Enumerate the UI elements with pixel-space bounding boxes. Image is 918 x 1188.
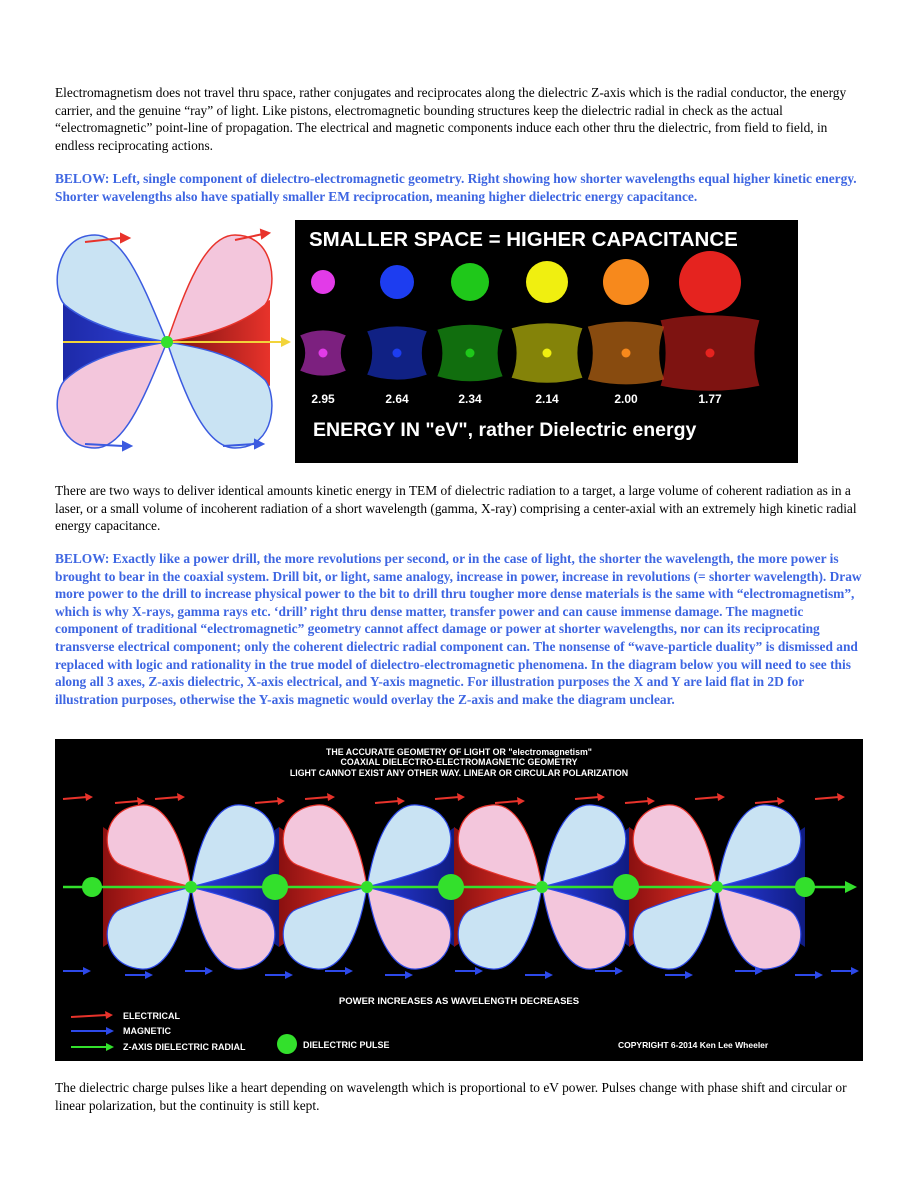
electrical-arrowhead [457, 793, 465, 801]
sample-ev-label: 2.14 [535, 392, 559, 406]
closing-paragraph: The dielectric charge pulses like a heart depending on wavelength which is proportional to eV power. Pulses change with phase shift and circular or linear polarization, but the continuity is still kept. [55, 1080, 847, 1113]
magnetic-arrowhead [145, 971, 153, 979]
electrical-arrow-shaft [695, 797, 719, 799]
drill-analogy-paragraph: BELOW: Exactly like a power drill, the more revolutions per second, or in the case of light, the shorter the wavelength, the more power is brought to bear in the coaxial system. Drill bit, or light, same analogy, increase in power, increase in revolutions (= shorter wavelength). Draw more power to the drill to increase physical power to the bit to drill thru tougher more dense materials is the same with “electromagnetism”, which is why X-rays, gamma rays etc. ‘drill’ right thru dense matter, transfer power and can cause immense damage. The magnetic component of traditional “electromagnetic” geometry cannot affect damage or power at shorter wavelengths, nor can its reciprocating transverse electrical component; only the coherent dielectric radial component can. The nonsense of “wave-particle duality” is dismissed and replaced with logic and rationality in the true model of dielectro-electromagnetic phenomena. In the diagram below you will need to see this along all 3 axes, Z-axis dielectric, X-axis electrical, and Y-axis magnetic. For illustration purposes the X and Y are laid flat in 2D for illustration purposes, otherwise the Y-axis magnetic would overlay the Z-axis and make the diagram unclear. [55, 551, 862, 707]
dielectric-pulse-dot [613, 874, 639, 900]
magnetic-arrowhead [285, 971, 293, 979]
sample-ball [603, 259, 649, 305]
dielectric-center-dot [161, 336, 173, 348]
sample-center-dot [319, 349, 328, 358]
electrical-arrowhead [277, 797, 285, 805]
electrical-arrowhead [837, 793, 845, 801]
energy-footer: ENERGY IN "eV", rather Dielectric energy [313, 419, 697, 441]
sample-center-dot [393, 349, 402, 358]
capacitance-figure-svg [55, 220, 798, 463]
figure2-title-1: THE ACCURATE GEOMETRY OF LIGHT OR "electromagnetism" [326, 747, 592, 757]
electrical-arrow-shaft [375, 801, 399, 803]
electrical-arrow-shaft [305, 797, 329, 799]
dielectric-pulse-dot [795, 877, 815, 897]
electrical-arrowhead [137, 797, 145, 805]
sample-ev-label: 1.77 [698, 392, 722, 406]
magnetic-arrowhead [205, 967, 213, 975]
figure2-caption: POWER INCREASES AS WAVELENGTH DECREASES [338, 996, 580, 1007]
figure2-title-2: COAXIAL DIELECTRO-ELECTROMAGNETIC GEOMETRY [340, 757, 578, 767]
figure2-title-3: LIGHT CANNOT EXIST ANY OTHER WAY. LINEAR OR CIRCULAR POLARIZATION [289, 768, 629, 778]
coaxial-geometry-svg [55, 739, 863, 1061]
capacitance-heading: SMALLER SPACE = HIGHER CAPACITANCE [309, 228, 738, 251]
legend-pulse [277, 1034, 390, 1054]
dielectric-pulse-dot [438, 874, 464, 900]
sample-ev-label: 2.64 [385, 392, 409, 406]
magnetic-arrowhead [475, 967, 483, 975]
magnetic-arrowhead [685, 971, 693, 979]
wavelength-samples [300, 251, 759, 406]
magnetic-arrowhead [83, 967, 91, 975]
intro-paragraph: Electromagnetism does not travel thru space, rather conjugates and reciprocates along the dielectric Z-axis which is the radial conductor, the energy carrier, and the genuine “ray” of light. Like pistons, electromagnetic bounding structures keep the dielectric radial in check as the actual “electromagnetic” point-line of propagation. The electrical and magnetic components induce each other thru the dielectric, from field to field, in endless reciprocating actions. [55, 85, 847, 153]
electrical-arrow-shaft [255, 801, 279, 803]
electrical-arrow-shaft [755, 801, 779, 803]
legend-magnetic [71, 1026, 171, 1036]
electrical-arrow-shaft [575, 797, 599, 799]
sample-ball [311, 270, 335, 294]
electrical-arrowhead [597, 793, 605, 801]
sample-center-dot [466, 349, 475, 358]
magnetic-arrowhead [615, 967, 623, 975]
electrical-arrow-shaft [63, 797, 87, 799]
magnetic-arrowhead [405, 971, 413, 979]
sample-ball [679, 251, 741, 313]
sample-center-dot [706, 349, 715, 358]
electrical-arrowhead [777, 797, 785, 805]
sample-ball [451, 263, 489, 301]
sample-center-dot [543, 349, 552, 358]
electrical-arrowhead [717, 793, 725, 801]
dielectric-pulse-dot [82, 877, 102, 897]
sample-ev-label: 2.34 [458, 392, 482, 406]
sample-center-dot [622, 349, 631, 358]
copyright-notice: COPYRIGHT 6-2014 Ken Lee Wheeler [618, 1040, 769, 1050]
figure1-caption: BELOW: Left, single component of dielectro-electromagnetic geometry. Right showing how shorter wavelengths equal higher kinetic energy. Shorter wavelengths also have spatially smaller EM reciprocation, meaning higher dielectric energy capacitance. [55, 171, 857, 204]
electrical-arrowhead [647, 797, 655, 805]
legend-z-axis [71, 1042, 246, 1052]
magnetic-arrowhead [851, 967, 859, 975]
legend-z-axis-label: Z-AXIS DIELECTRIC RADIAL [123, 1042, 246, 1052]
figure2-legend [71, 1011, 390, 1054]
electrical-arrowhead [517, 797, 525, 805]
electrical-arrowhead [177, 793, 185, 801]
electrical-arrow-shaft [495, 801, 519, 803]
magnetic-arrowhead [545, 971, 553, 979]
magnetic-arrowhead [345, 967, 353, 975]
coaxial-geometry-figure [55, 739, 863, 1061]
sample-ball [380, 265, 414, 299]
dielectric-pulse-dot [262, 874, 288, 900]
electrical-arrow-shaft [625, 801, 649, 803]
legend-electrical-label: ELECTRICAL [123, 1011, 180, 1021]
electrical-arrow-shaft [435, 797, 459, 799]
legend-magnetic-label: MAGNETIC [123, 1026, 171, 1036]
sample-ball [526, 261, 568, 303]
legend-pulse-label: DIELECTRIC PULSE [303, 1040, 390, 1050]
legend-electrical [71, 1011, 180, 1021]
single-geometry-diagram [55, 220, 295, 463]
electrical-arrow-shaft [115, 801, 139, 803]
sample-ev-label: 2.00 [614, 392, 638, 406]
electrical-arrowhead [327, 793, 335, 801]
sample-ev-label: 2.95 [311, 392, 335, 406]
electrical-arrowhead [397, 797, 405, 805]
electrical-arrow-shaft [815, 797, 839, 799]
electrical-arrow-shaft [155, 797, 179, 799]
magnetic-arrowhead [815, 971, 823, 979]
electrical-arrowhead [85, 793, 93, 801]
delivery-paragraph: There are two ways to deliver identical amounts kinetic energy in TEM of dielectric radiation to a target, a large volume of coherent radiation as in a laser, or a small volume of incoherent radiation of a short wavelength (gamma, X-ray) comprising a center-axial with an extremely high kinetic radial energy capacitance. [55, 483, 857, 534]
capacitance-figure [55, 220, 798, 463]
